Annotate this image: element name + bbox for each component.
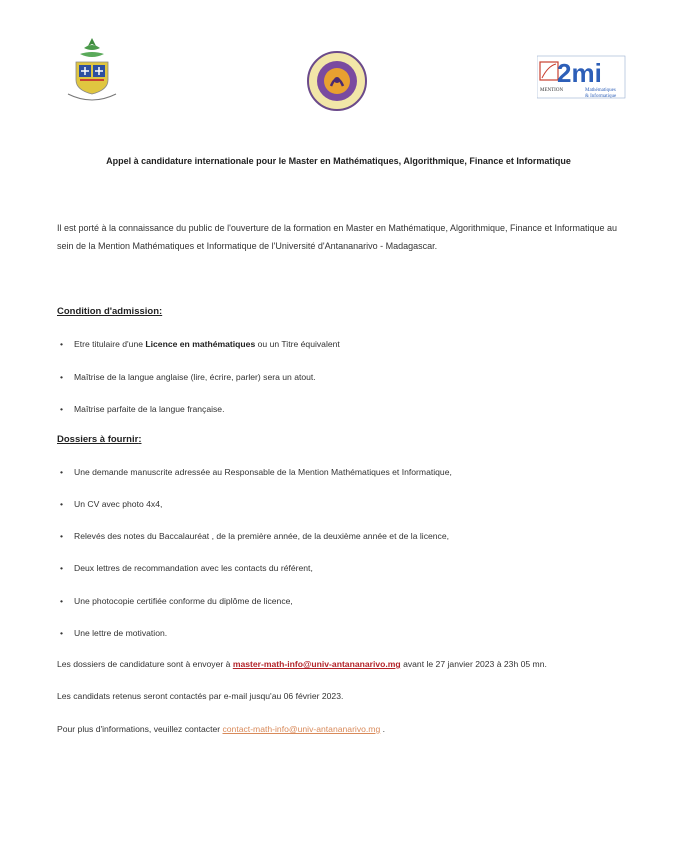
dossier-item-text: Une lettre de motivation.	[74, 628, 168, 638]
faculty-seal-logo	[306, 50, 368, 112]
logo-sub2-text: & Informatique	[585, 94, 617, 99]
admission-item	[60, 372, 316, 382]
info-post-text: .	[380, 724, 386, 734]
admission-item	[60, 404, 224, 414]
send-instructions	[57, 659, 547, 669]
admission-heading-text: Condition d'admission	[57, 306, 160, 317]
bullet-dot: •	[60, 563, 64, 573]
dossiers-heading	[57, 434, 141, 445]
dossier-item-text: Deux lettres de recommandation avec les contacts du référent,	[74, 563, 313, 573]
admission-heading-colon: :	[159, 306, 163, 317]
dossier-item	[60, 531, 449, 541]
bullet-dot: •	[60, 467, 64, 477]
logo-sub1-text: Mathématiques	[585, 88, 616, 93]
bullet-dot: •	[60, 339, 64, 349]
master-email-link[interactable]: master-math-info@univ-antananarivo.mg	[232, 659, 401, 669]
dossiers-heading-colon: :	[138, 434, 142, 445]
dossier-item-text: Un CV avec photo 4x4,	[74, 499, 163, 509]
dossier-item-text: Une demande manuscrite adressée au Responsable de la Mention Mathématiques et Informatique,	[74, 467, 452, 477]
bullet-dot: •	[60, 531, 64, 541]
dossier-item	[60, 563, 313, 573]
info-pre-text: Pour plus d'informations, veuillez contacter	[57, 724, 223, 734]
mention-2mi-logo	[537, 54, 627, 100]
logo-2mi-text: 2mi	[557, 58, 602, 88]
bullet-dot: •	[60, 596, 64, 606]
bullet-dot: •	[60, 628, 64, 638]
bullet-dot: •	[60, 499, 64, 509]
dossier-item-text: Une photocopie certifiée conforme du diplôme de licence,	[74, 596, 293, 606]
dossiers-heading-text: Dossiers à fournir	[57, 434, 139, 445]
info-contact	[57, 724, 385, 734]
dossier-item-text: Relevés des notes du Baccalauréat , de la première année, de la deuxième année et de la licence,	[74, 531, 450, 541]
admission-item-3-text: Maîtrise parfaite de la langue française.	[74, 404, 225, 414]
header-logos	[0, 36, 677, 116]
send-pre-text: Les dossiers de candidature sont à envoyer à	[57, 659, 233, 669]
bullet-dot: •	[60, 404, 64, 414]
admission-heading	[57, 306, 162, 317]
logo-mention-text: MENTION	[540, 88, 564, 93]
dossier-item	[60, 628, 167, 638]
admission-item-1-pre: Etre titulaire d'une	[74, 339, 146, 349]
university-crest-logo	[62, 36, 122, 108]
admission-item-1-post: ou un Titre équivalent	[255, 339, 340, 349]
contacted-notice: Les candidats retenus seront contactés par e-mail jusqu'au 06 février 2023.	[57, 691, 344, 701]
dossier-item	[60, 499, 162, 509]
contact-email-link[interactable]: contact-math-info@univ-antananarivo.mg	[222, 724, 381, 734]
intro-paragraph: Il est porté à la connaissance du public de l'ouverture de la formation en Master en Mathématique, Algorithmique, Finance et Informatique au sein de la Mention Mathématiques et Informatique de l'Université d'Antananarivo - Madagascar.	[57, 223, 618, 251]
admission-item-1-bold: Licence en mathématiques	[145, 339, 256, 349]
admission-item	[60, 339, 340, 349]
bullet-dot: •	[60, 372, 64, 382]
dossier-item	[60, 596, 293, 606]
send-post-text: avant le 27 janvier 2023 à 23h 05 mn.	[400, 659, 547, 669]
document-title: Appel à candidature internationale pour le Master en Mathématiques, Algorithmique, Finance et Informatique	[106, 156, 571, 166]
dossier-item	[60, 467, 452, 477]
admission-item-2-text: Maîtrise de la langue anglaise (lire, écrire, parler) sera un atout.	[74, 372, 316, 382]
